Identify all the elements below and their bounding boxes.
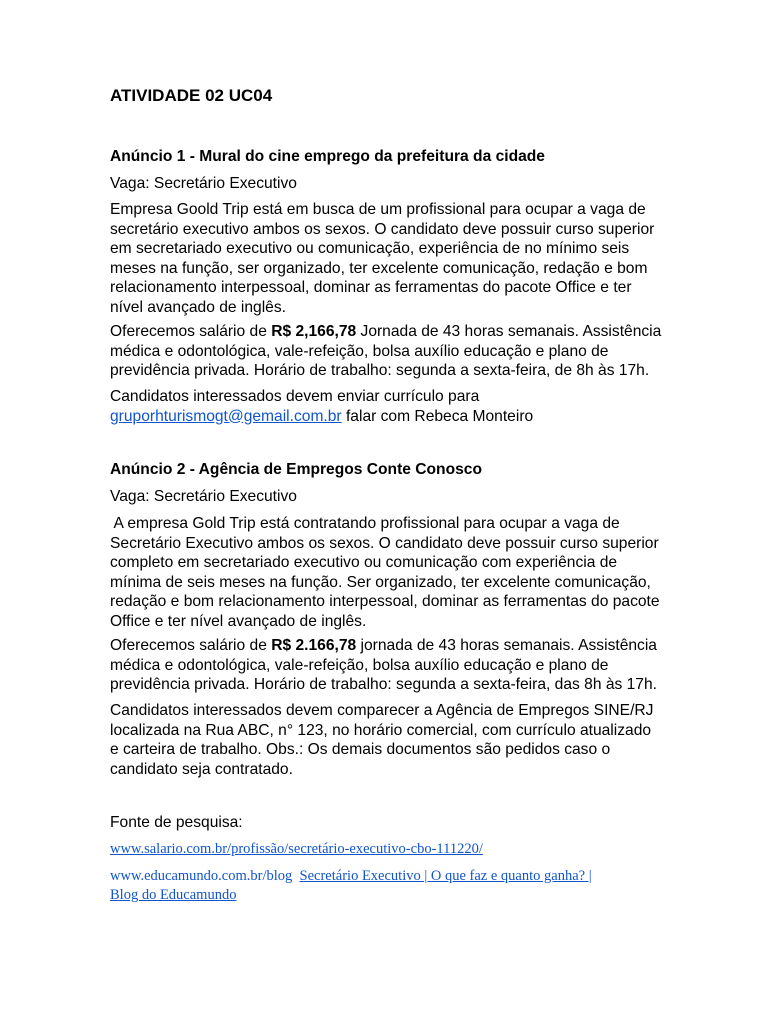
paragraph-line: Candidatos interessados devem comparecer a Agência de Empregos SINE/RJ bbox=[110, 702, 654, 719]
paragraph-line: nível avançado de inglês. bbox=[110, 298, 286, 316]
paragraph-line: redação e bom relacionamento interpessoal, dominar as ferramentas do pacote bbox=[110, 593, 660, 610]
paragraph-line: relacionamento interpessoal, dominar as ferramentas do pacote Office e ter bbox=[110, 279, 632, 296]
ad1-contact bbox=[110, 387, 670, 426]
ad2-offer bbox=[110, 636, 670, 695]
paragraph-line: em secretariado executivo ou comunicação, experiência de no mínimo seis bbox=[110, 240, 630, 257]
ad2-heading: Anúncio 2 - Agência de Empregos Conte Conosco bbox=[110, 461, 482, 478]
source-link-educamundo-title-cont[interactable]: Blog do Educamundo bbox=[110, 887, 237, 903]
paragraph-line: médica e odontológica, vale-refeição, bolsa auxílio educação e plano de bbox=[110, 342, 609, 360]
salary-value: R$ 2,166,78 bbox=[271, 323, 357, 340]
paragraph-line: localizada na Rua ABC, n° 123, no horário comercial, com currículo atualizado bbox=[110, 721, 652, 739]
ad1-vacancy: Vaga: Secretário Executivo bbox=[110, 175, 297, 192]
paragraph-line: candidato seja contratado. bbox=[110, 760, 293, 778]
offer-prefix: Oferecemos salário de bbox=[110, 323, 272, 340]
paragraph-line: Office e ter nível avançado de inglês. bbox=[110, 612, 367, 630]
paragraph-line: previdência privada. Horário de trabalho: segunda a sexta-feira, das 8h às 17h. bbox=[110, 676, 657, 693]
ad1-heading: Anúncio 1 - Mural do cine emprego da prefeitura da cidade bbox=[110, 148, 545, 165]
paragraph-line: Empresa Goold Trip está em busca de um profissional para ocupar a vaga de bbox=[110, 201, 646, 218]
offer-suffix: jornada de 43 horas semanais. Assistência bbox=[356, 637, 657, 654]
source-link-line-2 bbox=[110, 867, 670, 905]
offer-suffix: Jornada de 43 horas semanais. Assistência bbox=[356, 323, 662, 340]
salary-value: R$ 2.166,78 bbox=[271, 637, 357, 654]
source-link-educamundo-title[interactable]: Secretário Executivo | O que faz e quanto ganha? | bbox=[299, 868, 592, 884]
offer-first-line bbox=[110, 322, 670, 342]
source-link-line-1 bbox=[110, 840, 670, 859]
source-line bbox=[110, 867, 670, 886]
contact-email-line bbox=[110, 407, 670, 427]
sources-label: Fonte de pesquisa: bbox=[110, 814, 243, 831]
paragraph-line: previdência privada. Horário de trabalho: segunda a sexta-feira, de 8h às 17h. bbox=[110, 362, 650, 379]
source-link-educamundo[interactable]: www.educamundo.com.br/blog bbox=[110, 868, 293, 884]
paragraph-line: meses na função, ser organizado, ter excelente comunicação, redação e bom bbox=[110, 259, 648, 277]
paragraph-line: Candidatos interessados devem enviar currículo para bbox=[110, 388, 480, 405]
source-line bbox=[110, 886, 670, 905]
paragraph-line: mínima de seis meses na função. Ser organizado, ter excelente comunicação, bbox=[110, 573, 651, 591]
email-link[interactable]: gruporhturismogt@gemail.com.br bbox=[110, 407, 342, 425]
paragraph-line: secretário executivo ambos os sexos. O candidato deve possuir curso superior bbox=[110, 220, 655, 238]
document-title: ATIVIDADE 02 UC04 bbox=[110, 86, 273, 105]
contact-suffix: falar com Rebeca Monteiro bbox=[341, 407, 534, 425]
offer-first-line bbox=[110, 636, 670, 656]
paragraph-line: e carteira de trabalho. Obs.: Os demais documentos são pedidos caso o bbox=[110, 741, 611, 758]
ad1-description bbox=[110, 200, 670, 317]
paragraph-line: médica e odontológica, vale-refeição, bolsa auxílio educação e plano de bbox=[110, 656, 609, 674]
paragraph-line: Secretário Executivo ambos os sexos. O candidato deve possuir curso superior bbox=[110, 534, 659, 552]
paragraph-line: A empresa Gold Trip está contratando profissional para ocupar a vaga de bbox=[110, 515, 620, 532]
source-link-salario[interactable]: www.salario.com.br/profissão/secretário-executivo-cbo-111220/ bbox=[110, 841, 483, 857]
paragraph-line: completo em secretariado executivo ou comunicação com experiência de bbox=[110, 554, 618, 571]
ad2-vacancy: Vaga: Secretário Executivo bbox=[110, 488, 297, 505]
ad2-contact bbox=[110, 701, 670, 779]
offer-prefix: Oferecemos salário de bbox=[110, 637, 272, 654]
ad2-description bbox=[110, 514, 670, 631]
ad1-offer bbox=[110, 322, 670, 381]
